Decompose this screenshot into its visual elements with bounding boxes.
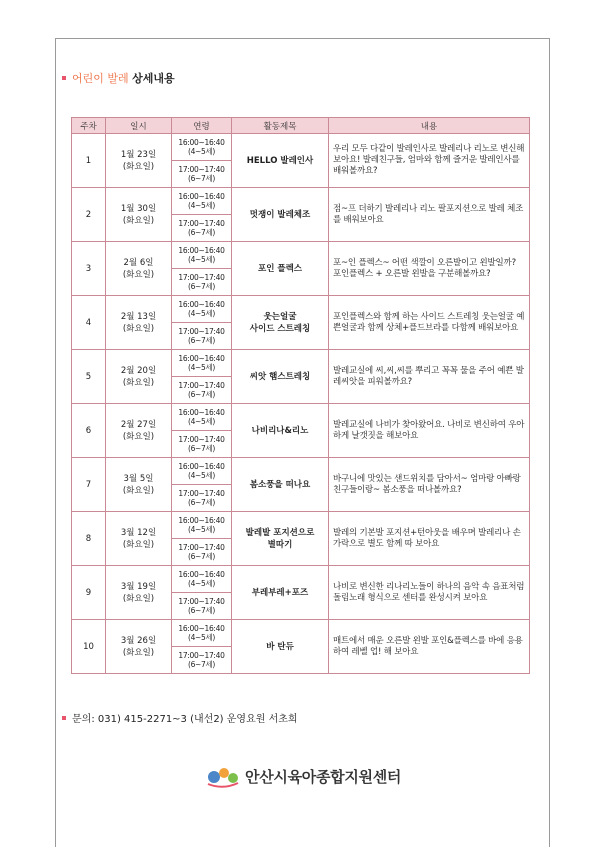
date-text: 2월 27일 (120, 419, 157, 430)
activity-cell (232, 566, 329, 620)
age-cell-2 (172, 323, 232, 350)
age-range: (6~7세) (187, 552, 216, 561)
schedule-table (71, 117, 530, 674)
week-cell: 7 (72, 458, 106, 512)
activity-title: 포인 플렉스 (257, 263, 302, 274)
content-cell: 바구니에 맛있는 샌드위치를 담아서~ 엄마랑 아빠랑 친구들이랑~ 봄소풍을 떠나볼까요? (329, 458, 530, 512)
table-row (72, 512, 530, 539)
age-range: (6~7세) (187, 444, 216, 453)
age-range: (4~5세) (187, 201, 216, 210)
week-cell: 1 (72, 134, 106, 188)
content-cell: 나비로 변신한 리나리노들이 하나의 음악 속 음표처럼 돌림노래 형식으로 센터를 완성시켜 보아요 (329, 566, 530, 620)
date-text: 3월 5일 (123, 473, 154, 484)
date-text: 3월 12일 (120, 527, 157, 538)
age-time: 16:00~16:40 (178, 570, 225, 579)
age-cell-2 (172, 377, 232, 404)
age-cell-2 (172, 431, 232, 458)
activity-cell (232, 242, 329, 296)
content-cell: 점~프 더하기 발레리나 리노 팔포지션으로 발레 체조를 배워보아요 (329, 188, 530, 242)
date-cell (106, 242, 172, 296)
content-cell: 포인플렉스와 함께 하는 사이드 스트레칭 웃는얼굴 예쁜얼굴과 함께 상체+플드브라를 다함께 배워보아요 (329, 296, 530, 350)
date-text: 2월 13일 (120, 311, 157, 322)
activity-cell (232, 296, 329, 350)
table-row (72, 134, 530, 161)
day-text: (화요일) (122, 269, 155, 280)
activity-title: 바 탄듀 (266, 641, 294, 652)
date-cell (106, 296, 172, 350)
age-time: 16:00~16:40 (178, 624, 225, 633)
day-text: (화요일) (122, 593, 155, 604)
activity-title: HELLO 발레인사 (246, 155, 314, 166)
age-cell-2 (172, 539, 232, 566)
day-text: (화요일) (122, 431, 155, 442)
age-range: (6~7세) (187, 660, 216, 669)
date-text: 3월 26일 (120, 635, 157, 646)
activity-cell (232, 188, 329, 242)
age-range: (4~5세) (187, 525, 216, 534)
age-time: 17:00~17:40 (178, 543, 225, 552)
day-text: (화요일) (122, 377, 155, 388)
age-range: (6~7세) (187, 282, 216, 291)
date-cell (106, 458, 172, 512)
day-text: (화요일) (122, 323, 155, 334)
date-cell (106, 620, 172, 674)
table-row (72, 404, 530, 431)
table-row (72, 242, 530, 269)
age-time: 17:00~17:40 (178, 597, 225, 606)
activity-title: 멋쟁이 발레체조 (249, 209, 311, 220)
col-date: 일시 (106, 118, 172, 134)
table-row (72, 296, 530, 323)
table-header-row (72, 118, 530, 134)
table-row (72, 458, 530, 485)
age-time: 16:00~16:40 (178, 408, 225, 417)
col-content: 내용 (329, 118, 530, 134)
col-week: 주차 (72, 118, 106, 134)
age-range: (4~5세) (187, 417, 216, 426)
age-time: 17:00~17:40 (178, 651, 225, 660)
age-range: (4~5세) (187, 147, 216, 156)
contact-text: 문의: 031) 415-2271~3 (내선2) 운영요원 서초희 (72, 714, 298, 725)
table-row (72, 350, 530, 377)
age-range: (4~5세) (187, 363, 216, 372)
date-cell (106, 350, 172, 404)
date-cell (106, 188, 172, 242)
age-time: 16:00~16:40 (178, 246, 225, 255)
content-cell: 발레교실에 씨,씨,씨를 뿌리고 꼭꼭 물을 주어 예쁜 발레씨앗을 피워볼까요? (329, 350, 530, 404)
age-cell-1 (172, 350, 232, 377)
age-time: 16:00~16:40 (178, 354, 225, 363)
date-cell (106, 566, 172, 620)
bullet-icon (62, 716, 66, 720)
activity-title: 나비리나&리노 (251, 425, 309, 436)
age-cell-2 (172, 485, 232, 512)
age-cell-1 (172, 188, 232, 215)
age-cell-2 (172, 161, 232, 188)
date-text: 1월 30일 (120, 203, 157, 214)
age-time: 17:00~17:40 (178, 435, 225, 444)
age-time: 17:00~17:40 (178, 327, 225, 336)
age-time: 17:00~17:40 (178, 219, 225, 228)
date-text: 2월 6일 (123, 257, 154, 268)
activity-cell (232, 512, 329, 566)
age-range: (6~7세) (187, 174, 216, 183)
age-time: 17:00~17:40 (178, 489, 225, 498)
content-cell: 매트에서 매운 오른발 왼발 포인&플렉스를 바에 응용하여 레벨 업! 해 보아요 (329, 620, 530, 674)
age-time: 16:00~16:40 (178, 516, 225, 525)
content-cell: 우리 모두 다같이 발레인사로 발레리나 리노로 변신해보아요! 발레친구들, 엄마와 함께 즐거운 발레인사를 배워볼까요? (329, 134, 530, 188)
day-text: (화요일) (122, 485, 155, 496)
age-range: (6~7세) (187, 336, 216, 345)
title-bold: 상세내용 (132, 72, 175, 85)
age-range: (4~5세) (187, 309, 216, 318)
age-range: (4~5세) (187, 255, 216, 264)
age-range: (6~7세) (187, 498, 216, 507)
age-range: (6~7세) (187, 390, 216, 399)
day-text: (화요일) (122, 161, 155, 172)
contact-info (62, 710, 298, 725)
week-cell: 2 (72, 188, 106, 242)
age-time: 16:00~16:40 (178, 192, 225, 201)
age-time: 16:00~16:40 (178, 300, 225, 309)
week-cell: 10 (72, 620, 106, 674)
date-cell (106, 134, 172, 188)
activity-title-2: 사이드 스트레칭 (249, 323, 311, 334)
activity-title: 발레발 포지션으로 (245, 527, 315, 538)
week-cell: 9 (72, 566, 106, 620)
age-cell-1 (172, 458, 232, 485)
age-cell-1 (172, 566, 232, 593)
activity-cell (232, 404, 329, 458)
age-cell-1 (172, 296, 232, 323)
col-activity: 활동제목 (232, 118, 329, 134)
activity-title: 부레부레+포즈 (251, 587, 309, 598)
week-cell: 4 (72, 296, 106, 350)
age-time: 16:00~16:40 (178, 462, 225, 471)
date-cell (106, 404, 172, 458)
col-age: 연령 (172, 118, 232, 134)
activity-cell (232, 620, 329, 674)
activity-title: 봄소풍을 떠나요 (249, 479, 311, 490)
age-cell-2 (172, 215, 232, 242)
day-text: (화요일) (122, 647, 155, 658)
age-time: 17:00~17:40 (178, 165, 225, 174)
content-cell: 발레교실에 나비가 찾아왔어요. 나비로 변신하여 우아하게 날갯짓을 해보아요 (329, 404, 530, 458)
logo-text: 안산시육아종합지원센터 (245, 767, 402, 786)
activity-title-2: 별따기 (267, 539, 293, 550)
age-range: (6~7세) (187, 228, 216, 237)
age-range: (4~5세) (187, 633, 216, 642)
age-time: 16:00~16:40 (178, 138, 225, 147)
content-cell: 발레의 기본발 포지션+턴아웃을 배우며 발레리나 손가락으로 별도 함께 따 보아요 (329, 512, 530, 566)
age-cell-1 (172, 512, 232, 539)
day-text: (화요일) (122, 215, 155, 226)
activity-title: 웃는얼굴 (263, 311, 297, 322)
content-cell: 포~인 플렉스~ 어떤 색깔이 오른발이고 왼발일까? 포인플렉스 + 오른발 왼발을 구분해볼까요? (329, 242, 530, 296)
center-logo (205, 764, 401, 788)
logo-icon (205, 764, 241, 788)
week-cell: 6 (72, 404, 106, 458)
table-row (72, 566, 530, 593)
age-cell-1 (172, 620, 232, 647)
activity-cell (232, 458, 329, 512)
bullet-icon (62, 76, 66, 80)
age-range: (4~5세) (187, 579, 216, 588)
age-cell-1 (172, 134, 232, 161)
table-row (72, 620, 530, 647)
title-colored: 어린이 발레 (72, 72, 129, 85)
activity-cell (232, 134, 329, 188)
age-cell-2 (172, 647, 232, 674)
age-time: 17:00~17:40 (178, 273, 225, 282)
week-cell: 5 (72, 350, 106, 404)
week-cell: 8 (72, 512, 106, 566)
age-time: 17:00~17:40 (178, 381, 225, 390)
day-text: (화요일) (122, 539, 155, 550)
week-cell: 3 (72, 242, 106, 296)
activity-title: 씨앗 햄스트레칭 (249, 371, 311, 382)
activity-cell (232, 350, 329, 404)
table-row (72, 188, 530, 215)
age-range: (6~7세) (187, 606, 216, 615)
date-text: 1월 23일 (120, 149, 157, 160)
age-cell-2 (172, 269, 232, 296)
age-range: (4~5세) (187, 471, 216, 480)
date-cell (106, 512, 172, 566)
date-text: 3월 19일 (120, 581, 157, 592)
age-cell-1 (172, 242, 232, 269)
age-cell-2 (172, 593, 232, 620)
age-cell-1 (172, 404, 232, 431)
date-text: 2월 20일 (120, 365, 157, 376)
section-title (62, 70, 175, 86)
